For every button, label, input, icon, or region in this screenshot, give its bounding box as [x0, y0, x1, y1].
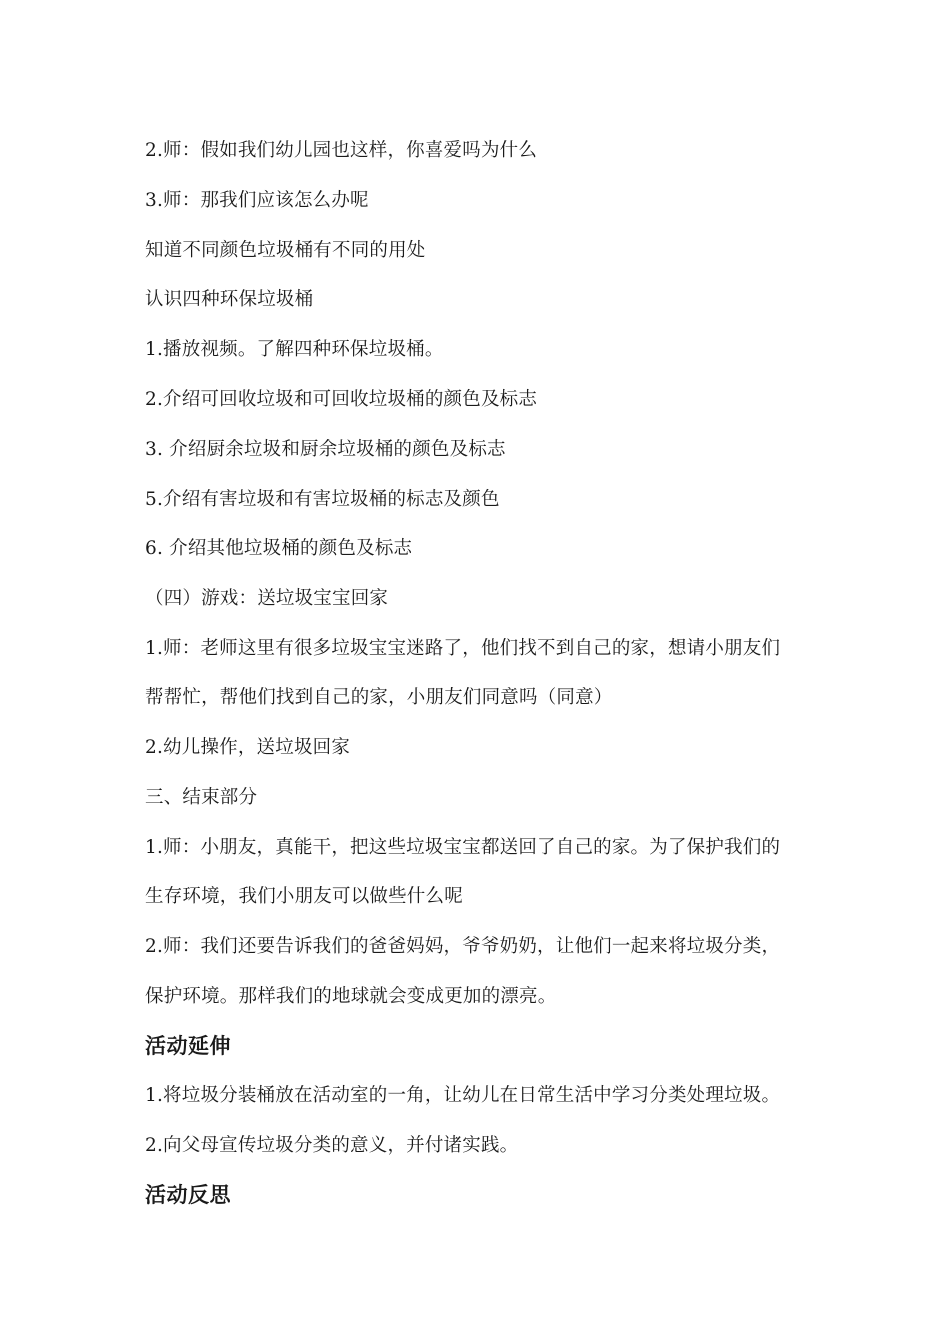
text-line: 2.师：我们还要告诉我们的爸爸妈妈，爷爷奶奶，让他们一起来将垃圾分类，: [145, 936, 781, 957]
text-line: 三、结束部分: [145, 787, 258, 808]
text-line: 6. 介绍其他垃圾桶的颜色及标志: [145, 538, 413, 559]
text-line: 帮帮忙，帮他们找到自己的家，小朋友们同意吗（同意）: [145, 687, 613, 708]
text-line: 2.师：假如我们幼儿园也这样，你喜爱吗为什么: [145, 140, 538, 161]
text-line: 5.介绍有害垃圾和有害垃圾桶的标志及颜色: [145, 489, 500, 510]
text-line: 1.师：老师这里有很多垃圾宝宝迷路了，他们找不到自己的家，想请小朋友们: [145, 638, 781, 659]
text-line: 保护环境。那样我们的地球就会变成更加的漂亮。: [145, 986, 557, 1007]
text-line: 认识四种环保垃圾桶: [145, 289, 314, 310]
text-line: （四）游戏：送垃圾宝宝回家: [145, 588, 389, 609]
text-line: 1.师：小朋友，真能干，把这些垃圾宝宝都送回了自己的家。为了保护我们的: [145, 837, 781, 858]
text-line: 3.师：那我们应该怎么办呢: [145, 190, 369, 211]
text-line: 3. 介绍厨余垃圾和厨余垃圾桶的颜色及标志: [145, 439, 506, 460]
text-line: 2.幼儿操作，送垃圾回家: [145, 737, 351, 758]
text-line: 2.介绍可回收垃圾和可回收垃圾桶的颜色及标志: [145, 389, 538, 410]
text-line: 2.向父母宣传垃圾分类的意义，并付诸实践。: [145, 1135, 519, 1156]
text-line: 知道不同颜色垃圾桶有不同的用处: [145, 240, 426, 261]
text-line: 生存环境，我们小朋友可以做些什么呢: [145, 886, 463, 907]
section-heading-reflection: 活动反思: [145, 1183, 231, 1207]
section-heading-extension: 活动延伸: [145, 1034, 231, 1058]
text-line: 1.将垃圾分装桶放在活动室的一角，让幼儿在日常生活中学习分类处理垃圾。: [145, 1085, 781, 1106]
text-line: 1.播放视频。了解四种环保垃圾桶。: [145, 339, 444, 360]
